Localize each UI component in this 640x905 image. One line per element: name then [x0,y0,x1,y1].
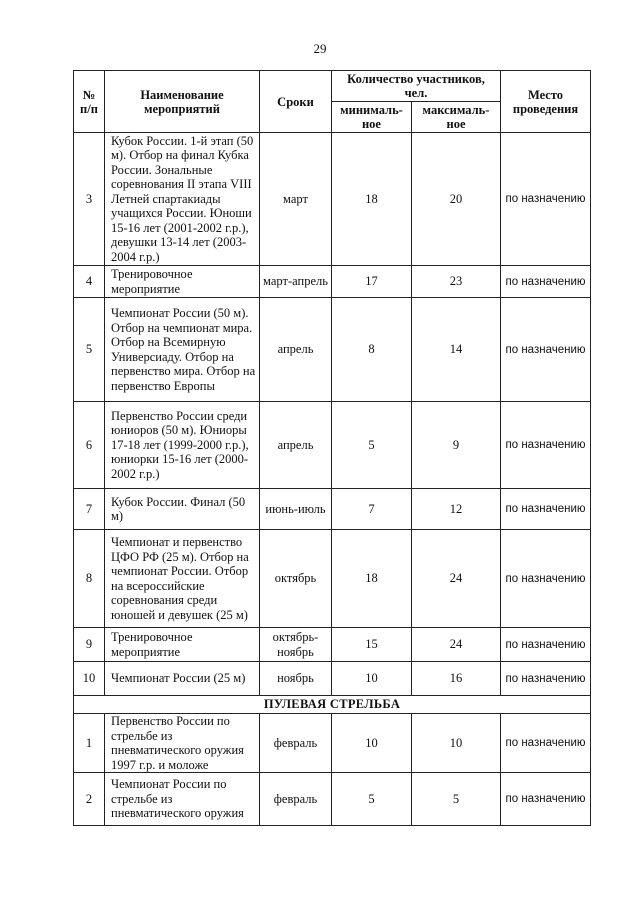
row-place: по назначению [501,662,591,696]
header-name: Наименование мероприятий [105,71,260,133]
table-row [74,298,591,402]
header-max: максималь-ное [412,102,501,133]
row-num: 7 [74,489,105,530]
row-num: 5 [74,298,105,402]
row-place: по назначению [501,298,591,402]
header-place: Место проведения [501,71,591,133]
row-min: 17 [332,266,412,298]
table-row [74,628,591,662]
header-num: № п/п [74,71,105,133]
section-title: ПУЛЕВАЯ СТРЕЛЬБА [74,696,591,714]
row-min: 18 [332,133,412,266]
row-num: 1 [74,714,105,773]
row-max: 23 [412,266,501,298]
row-dates: октябрь [260,530,332,628]
header-min: минималь-ное [332,102,412,133]
row-dates: февраль [260,714,332,773]
row-num: 8 [74,530,105,628]
row-max: 20 [412,133,501,266]
row-max: 16 [412,662,501,696]
row-dates: октябрь-ноябрь [260,628,332,662]
row-name: Первенство России среди юниоров (50 м). Юниоры 17-18 лет (1999-2000 г.р.), юниорки 15-16 лет (2000-2002 г.р.) [105,402,260,489]
table-row [74,714,591,773]
header-participants: Количество участников, чел. [332,71,501,102]
row-num: 10 [74,662,105,696]
row-dates: июнь-июль [260,489,332,530]
table-row [74,530,591,628]
row-name: Первенство России по стрельбе из пневматического оружия 1997 г.р. и моложе [105,714,260,773]
header-dates: Сроки [260,71,332,133]
section-row [74,696,591,714]
row-dates: февраль [260,773,332,826]
table-body-part1 [74,133,591,826]
row-name: Чемпионат России по стрельбе из пневматического оружия [105,773,260,826]
row-dates: ноябрь [260,662,332,696]
row-place: по назначению [501,266,591,298]
row-dates: март-апрель [260,266,332,298]
row-min: 10 [332,714,412,773]
row-dates: апрель [260,402,332,489]
page-number: 29 [313,41,327,56]
row-max: 24 [412,530,501,628]
row-place: по назначению [501,773,591,826]
row-max: 5 [412,773,501,826]
row-name: Чемпионат и первенство ЦФО РФ (25 м). Отбор на чемпионат России. Отбор на всероссийские соревнования среди юношей и девушек (25 м) [105,530,260,628]
row-min: 10 [332,662,412,696]
row-place: по назначению [501,402,591,489]
row-name: Кубок России. 1-й этап (50 м). Отбор на финал Кубка России. Зональные соревнования II этапа VIII Летней спартакиады учащихся России. Юноши 15-16 лет (2001-2002 г.р.), девушки 13-14 лет (2003-2004 г.р.) [105,133,260,266]
row-min: 7 [332,489,412,530]
table-row [74,266,591,298]
row-max: 14 [412,298,501,402]
row-max: 9 [412,402,501,489]
table-row [74,489,591,530]
row-max: 10 [412,714,501,773]
row-num: 6 [74,402,105,489]
row-name: Чемпионат России (25 м) [105,662,260,696]
row-name: Тренировочное мероприятие [105,266,260,298]
row-num: 2 [74,773,105,826]
events-table [73,70,591,826]
row-min: 8 [332,298,412,402]
row-min: 5 [332,773,412,826]
row-num: 3 [74,133,105,266]
row-name: Тренировочное мероприятие [105,628,260,662]
row-place: по назначению [501,489,591,530]
row-place: по назначению [501,628,591,662]
table-row [74,402,591,489]
row-place: по назначению [501,714,591,773]
row-name: Кубок России. Финал (50 м) [105,489,260,530]
table-row [74,662,591,696]
row-max: 24 [412,628,501,662]
row-dates: март [260,133,332,266]
row-min: 18 [332,530,412,628]
row-num: 9 [74,628,105,662]
row-dates: апрель [260,298,332,402]
row-place: по назначению [501,530,591,628]
row-num: 4 [74,266,105,298]
row-place: по назначению [501,133,591,266]
row-name: Чемпионат России (50 м). Отбор на чемпионат мира. Отбор на Всемирную Универсиаду. Отбор на первенство мира. Отбор на первенство Европы [105,298,260,402]
row-min: 5 [332,402,412,489]
row-max: 12 [412,489,501,530]
table-row [74,773,591,826]
row-min: 15 [332,628,412,662]
table-row [74,133,591,266]
